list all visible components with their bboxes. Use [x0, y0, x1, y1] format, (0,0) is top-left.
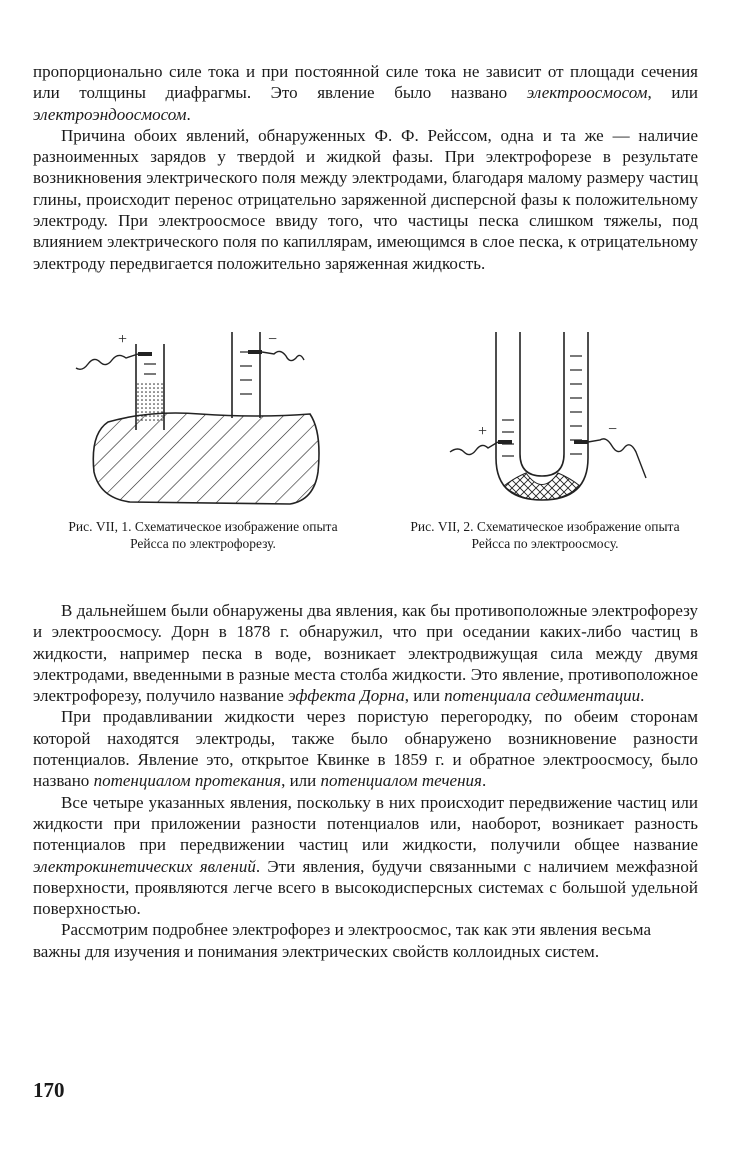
right-tube [232, 332, 260, 418]
paragraph-text: При продавливании жидкости через пористую перегородку, по обеим сторонам которой находятся электроды, также было обнаружено возникновение разности потенциалов. Явление это, открытое Квинке в 1859 г. и обратное электроосмосу, было названо [33, 707, 698, 791]
right-wire [262, 351, 304, 360]
clay-block [93, 413, 319, 504]
plus-sign: + [478, 423, 488, 440]
paragraph-text: пропорционально силе тока и при постоянной силе тока не зависит от площади сечения или толщины диафрагмы. Это явление было названо [33, 62, 698, 103]
term-dorn-effect: эффекта Дорна [288, 686, 405, 706]
page-number: 170 [33, 1078, 65, 1102]
left-wire [450, 442, 498, 455]
right-wire [588, 439, 646, 478]
paragraph-text: , или [404, 686, 445, 706]
plus-sign: + [118, 331, 128, 348]
paragraph: Рассмотрим подробнее электрофорез и электроосмос, так как эти явления весьма важны для изучения и понимания электрических свойств коллоидных систем. [33, 920, 651, 961]
paragraph-text: , или [647, 83, 698, 103]
figure-2 [440, 328, 670, 508]
paragraph: Причина обоих явлений, обнаруженных Ф. Ф. Рейссом, одна и та же — наличие разноименных зарядов у твердой и жидкой фазы. При электрофорезе в результате возникновения электрического поля между электродами, благодаря малому размеру частиц глины, происходит перенос отрицательно заряженной дисперсной фазы к положительному электроду. При электроосмосе ввиду того, что частицы песка слишком тяжелы, под влиянием электрического поля по капиллярам, имеющимся в слое песка, к отрицательному электроду передвигается положительно заряженная жидкость. [33, 125, 698, 273]
top-text-block [33, 61, 698, 274]
term-streaming-potential: потенциалом протекания [93, 771, 282, 791]
left-wire [76, 354, 138, 369]
bottom-text-block [33, 600, 698, 962]
paragraph-text: Все четыре указанных явления, поскольку в них происходит передвижение частиц или жидкости при приложении разности потенциалов или, наоборот, возникает разность потенциалов при передвижении частиц или жидкости, получили общее название [33, 792, 698, 855]
paragraph [33, 706, 698, 791]
term-flow-potential: потенциалом течения [320, 771, 482, 791]
paragraph [33, 792, 698, 920]
right-electrode [248, 350, 262, 354]
sand-plug [504, 473, 580, 500]
paragraph [33, 61, 698, 125]
right-electrode [574, 440, 588, 444]
figure-1 [60, 322, 340, 512]
minus-sign: − [268, 331, 278, 348]
figure-2-caption: Рис. VII, 2. Схематическое изображение опыта Рейсса по электроосмосу. [410, 519, 680, 551]
paragraph-text: В дальнейшем были обнаружены два явления, как бы противоположные электрофорезу и электроосмосу. Дорн в 1878 г. обнаружил, что при оседании каких-либо частиц в жидкости, например песка в воде, возникает электродвижущая сила между двумя электродами, введенными в разные места столба жидкости. Это явление, противоположное электрофорезу, получило название [33, 601, 698, 706]
electroosmosis-diagram [440, 328, 670, 508]
paragraph-text: , или [281, 771, 321, 791]
paragraph [33, 600, 698, 706]
term-electrokinetic-phenomena: электрокинетических явлений [33, 856, 256, 876]
paragraph-text: . Эти явления, будучи связанными с наличием межфазной поверхности, проявляются легче всего в высокодисперсных системах с большой удельной поверхностью. [33, 856, 699, 919]
paragraph-text: . [186, 104, 191, 124]
paragraph-text: . [640, 686, 645, 706]
minus-sign: − [608, 421, 618, 438]
electrophoresis-diagram [60, 322, 340, 512]
left-electrode [138, 352, 152, 356]
term-electroosmosis: электроосмосом [526, 83, 648, 103]
figure-1-caption: Рис. VII, 1. Схематическое изображение опыта Рейсса по электрофорезу. [68, 519, 338, 551]
left-electrode [498, 440, 512, 444]
term-sedimentation-potential: потенциала седиментации [444, 686, 641, 706]
u-tube [496, 332, 588, 500]
paragraph-text: . [481, 771, 487, 791]
term-electroendoosmosis: электроэндоосмосом [33, 104, 187, 124]
